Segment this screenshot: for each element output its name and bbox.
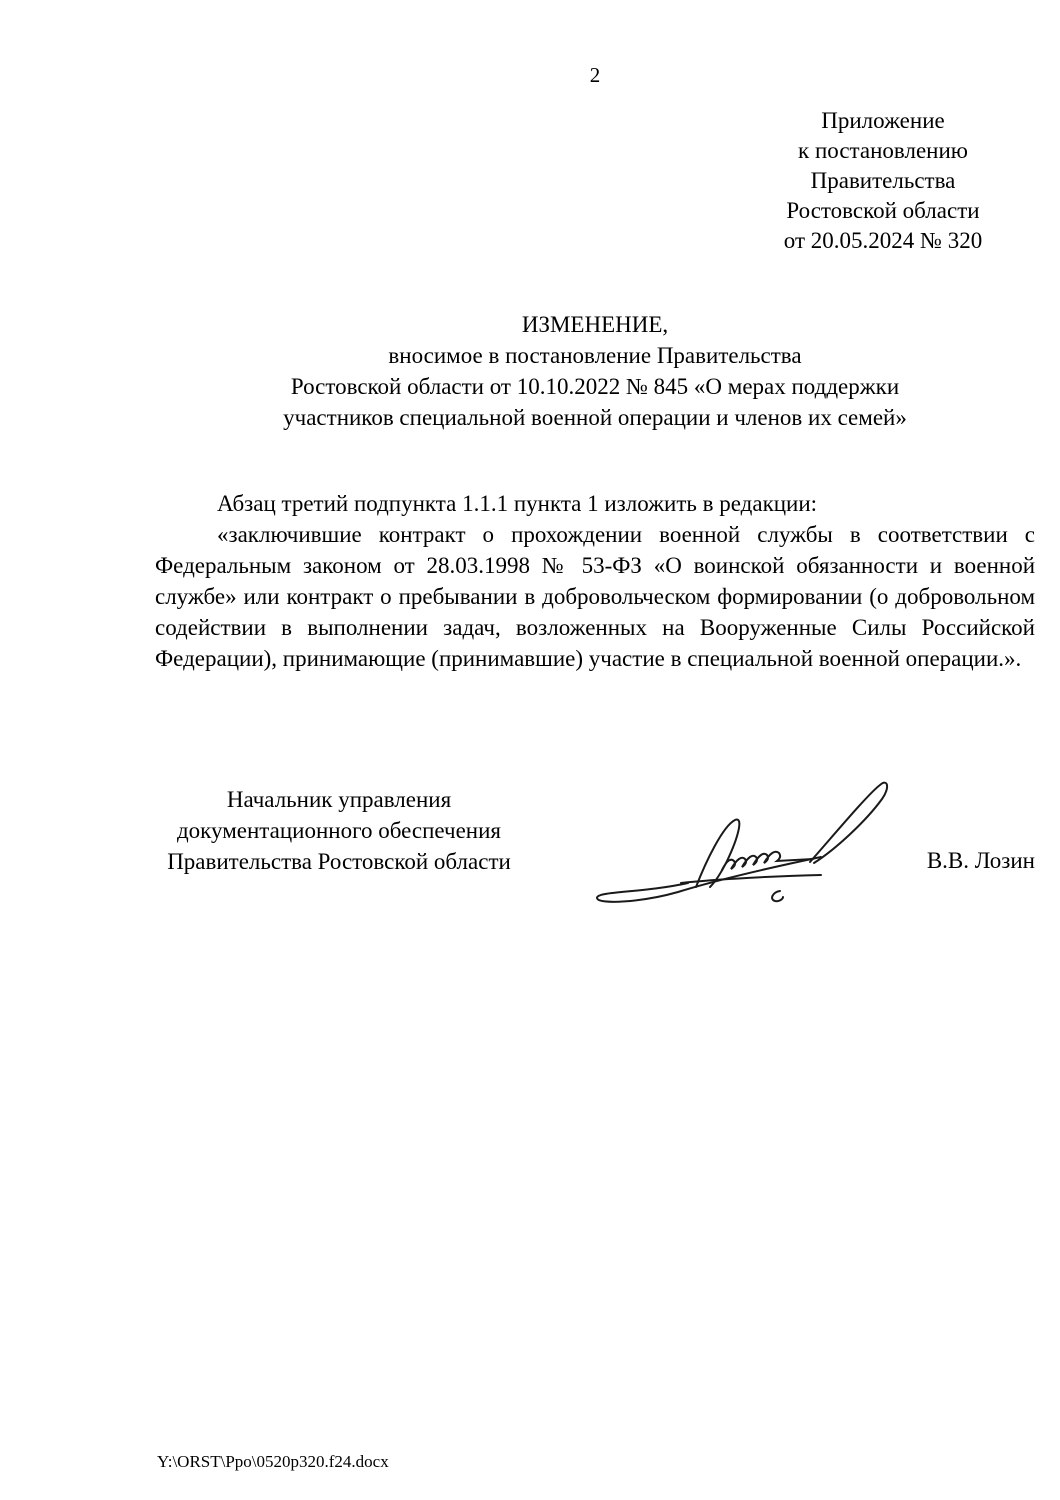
signatory-name: В.В. Лозин: [926, 848, 1035, 873]
body-paragraph-amendment: «заключившие контракт о прохождении военной службы в соответствии с Федеральным законом от 28.03.1998 № 53-ФЗ «О воинской обязанности и военной службе» или контракт о пребывании в добровольческом формировании (о добровольном содействии в выполнении задач, возложенных на Вооруженные Силы Российской Федерации), принимающие (принимавшие) участие в специальной военной операции.».: [155, 522, 1035, 671]
document-body: [155, 488, 1035, 674]
appendix-header-line: Приложение: [821, 108, 945, 133]
appendix-header-line: Правительства: [810, 168, 956, 193]
document-file-path: Y:\ORST\Ppo\0520p320.f24.docx: [157, 1452, 389, 1471]
handwritten-signature-image: [588, 766, 900, 904]
appendix-header-line: к постановлению: [798, 138, 968, 163]
signature-position-line: Правительства Ростовской области: [167, 849, 511, 874]
appendix-header-line: Ростовской области: [786, 198, 980, 223]
appendix-header-line: от 20.05.2024 № 320: [783, 228, 983, 253]
signature-position-line: документационного обеспечения: [176, 818, 501, 843]
body-paragraph-intro: Абзац третий подпункта 1.1.1 пункта 1 изложить в редакции:: [217, 491, 818, 516]
document-title-line: ИЗМЕНЕНИЕ,: [521, 312, 669, 337]
document-title-block: [155, 309, 1035, 433]
document-title-line: вносимое в постановление Правительства: [388, 343, 802, 368]
signature-position-line: Начальник управления: [226, 787, 452, 812]
page-number: 2: [589, 63, 601, 87]
document-title-line: Ростовской области от 10.10.2022 № 845 «О мерах поддержки: [290, 374, 900, 399]
appendix-header-block: [763, 106, 1003, 256]
document-title-line: участников специальной военной операции и членов их семей»: [283, 405, 907, 430]
